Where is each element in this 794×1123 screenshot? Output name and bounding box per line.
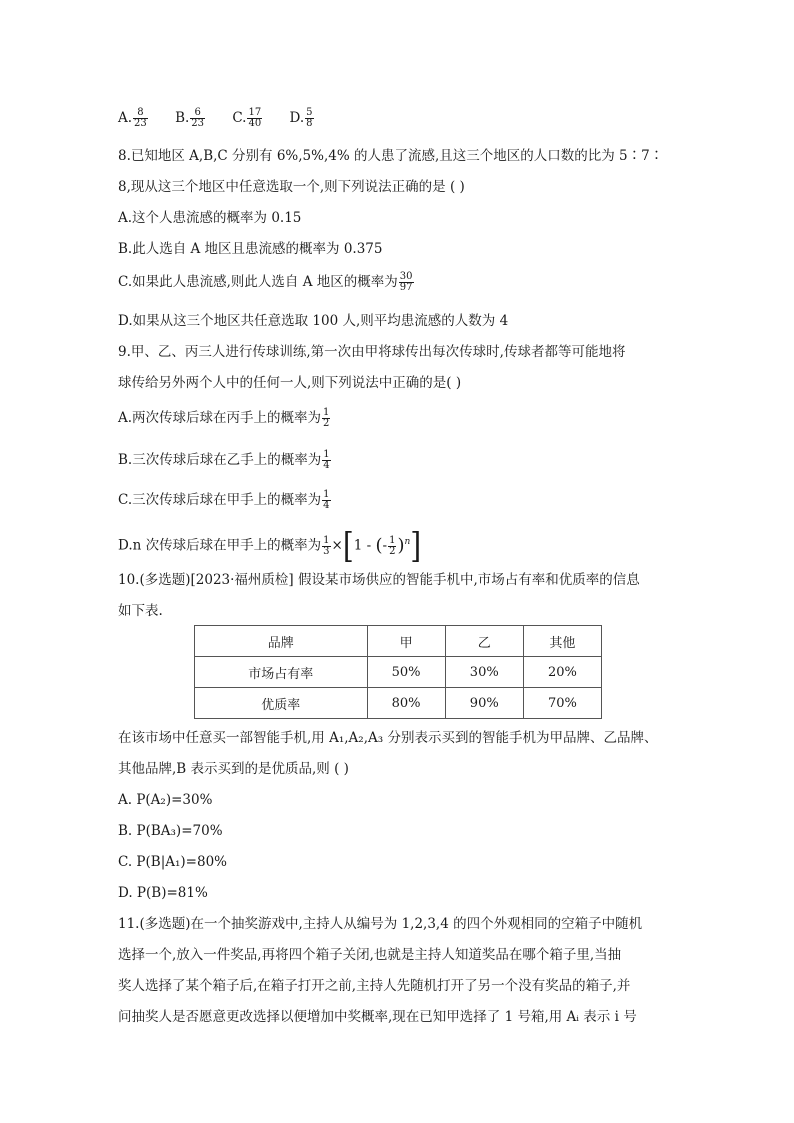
- q10-stem-line2: 如下表.: [118, 603, 163, 619]
- table-header-cell: 乙: [445, 626, 523, 657]
- q9-option-b: B.三次传球后球在乙手上的概率为 $\frac{1}{4}$: [118, 449, 330, 471]
- q9-stem-line2: 球传给另外两个人中的任何一人,则下列说法中正确的是( ): [118, 375, 462, 391]
- table-row: [195, 657, 602, 688]
- q9-option-d: D.n 次传球后球在甲手上的概率为 $\frac{1}{3}$ ×[1 - (- $\frac{1}{2}$ )$^n$]: [118, 524, 422, 566]
- table-cell: 20%: [523, 657, 601, 688]
- q7-option-b: B. $\frac{6}{23}$: [175, 107, 205, 129]
- table-cell: 优质率: [195, 688, 368, 719]
- q11-stem-line2: 选择一个,放入一件奖品,再将四个箱子关闭,也就是主持人知道奖品在哪个箱子里,当抽: [118, 947, 622, 963]
- table-row: [195, 688, 602, 719]
- q11-stem-line4: 问抽奖人是否愿意更改选择以便增加中奖概率,现在已知甲选择了 1 号箱,用 Aᵢ 表示 i 号: [118, 1009, 637, 1025]
- table-cell: 市场占有率: [195, 657, 368, 688]
- table-header-row: [195, 626, 602, 657]
- q10-stem-line1: 10.(多选题)[2023·福州质检] 假设某市场供应的智能手机中,市场占有率和优质率的信息: [118, 572, 640, 588]
- table-cell: 50%: [367, 657, 445, 688]
- table-header-cell: 品牌: [195, 626, 368, 657]
- table-cell: 30%: [445, 657, 523, 688]
- q8-option-b: B.此人选自 A 地区且患流感的概率为 0.375: [118, 241, 383, 257]
- table-header-cell: 甲: [367, 626, 445, 657]
- q7-option-d: D. $\frac{5}{8}$: [289, 107, 313, 129]
- q10-stem-line4: 其他品牌,B 表示买到的是优质品,则 ( ): [118, 761, 349, 777]
- table-header-cell: 其他: [523, 626, 601, 657]
- q8-stem-line1: 8.已知地区 A,B,C 分别有 6%,5%,4% 的人患了流感,且这三个地区的人口数的比为 5∶7∶: [118, 148, 664, 164]
- q7-options: [118, 108, 337, 129]
- table-cell: 70%: [523, 688, 601, 719]
- q10-option-a: A. P(A₂)=30%: [118, 792, 213, 808]
- market-info-table: [194, 625, 602, 719]
- table-cell: 90%: [445, 688, 523, 719]
- q8-option-c: C.如果此人患流感,则此人选自 A 地区的概率为 $\frac{30}{97}$: [118, 271, 413, 293]
- q8-option-d: D.如果从这三个地区共任意选取 100 人,则平均患流感的人数为 4: [118, 313, 509, 329]
- q11-stem-line3: 奖人选择了某个箱子后,在箱子打开之前,主持人先随机打开了另一个没有奖品的箱子,并: [118, 978, 631, 994]
- q7-option-a: A. $\frac{8}{23}$: [118, 107, 147, 129]
- q9-option-a: A.两次传球后球在丙手上的概率为 $\frac{1}{2}$: [118, 407, 330, 429]
- q7-option-c: C. $\frac{17}{40}$: [232, 107, 262, 129]
- q10-option-c: C. P(B|A₁)=80%: [118, 854, 227, 870]
- q10-option-d: D. P(B)=81%: [118, 885, 208, 901]
- q8-stem-line2: 8,现从这三个地区中任意选取一个,则下列说法正确的是 ( ): [118, 179, 465, 195]
- table-cell: 80%: [367, 688, 445, 719]
- q8-option-a: A.这个人患流感的概率为 0.15: [118, 210, 302, 226]
- q10-option-b: B. P(BA₃)=70%: [118, 823, 223, 839]
- q10-stem-line3: 在该市场中任意买一部智能手机,用 A₁,A₂,A₃ 分别表示买到的智能手机为甲品牌、乙品牌、: [118, 730, 658, 746]
- q9-stem-line1: 9.甲、乙、丙三人进行传球训练,第一次由甲将球传出每次传球时,传球者都等可能地将: [118, 344, 626, 360]
- q9-option-c: C.三次传球后球在甲手上的概率为 $\frac{1}{4}$: [118, 489, 330, 511]
- q11-stem-line1: 11.(多选题)在一个抽奖游戏中,主持人从编号为 1,2,3,4 的四个外观相同的空箱子中随机: [118, 916, 643, 932]
